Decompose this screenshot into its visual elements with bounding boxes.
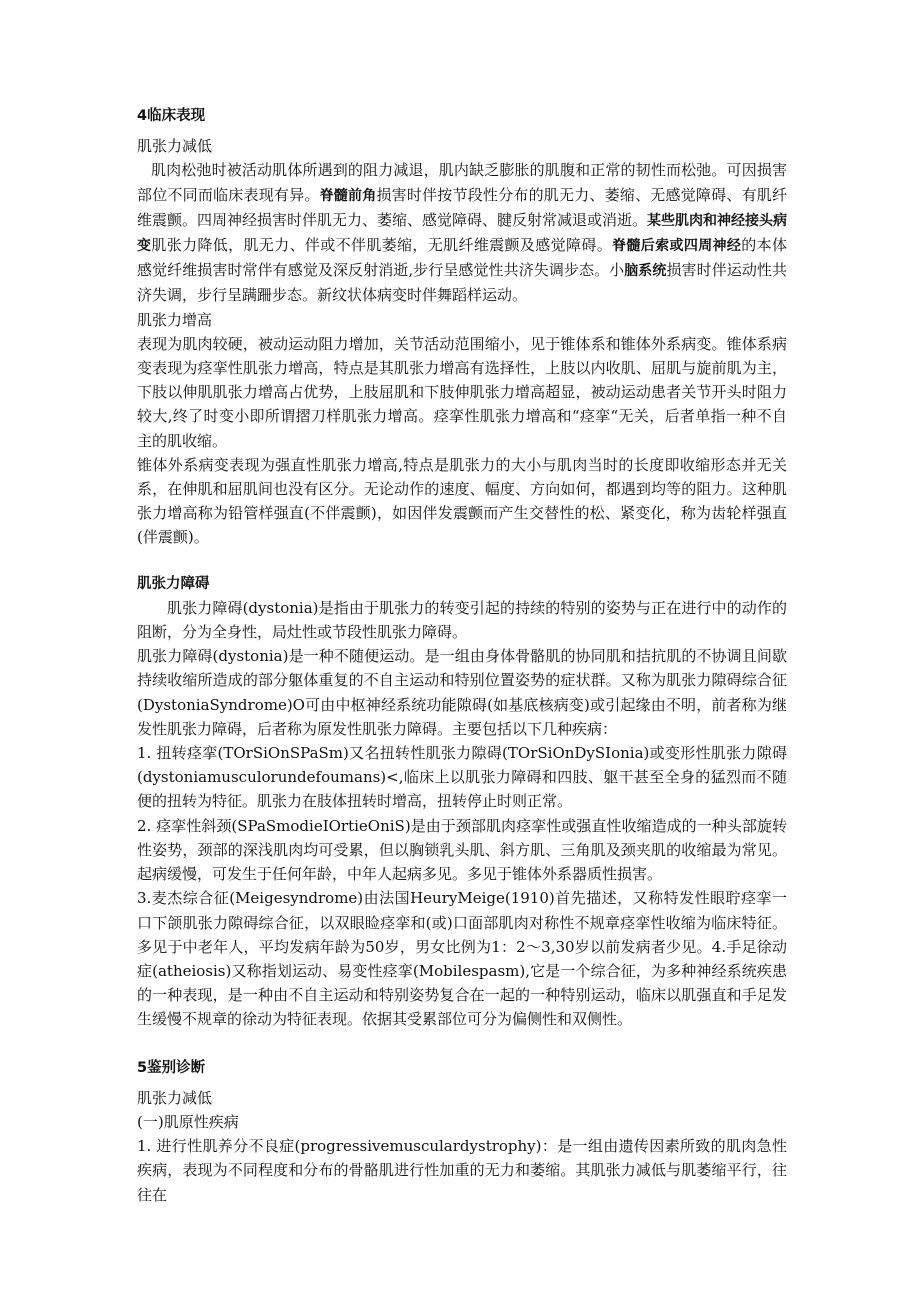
dystonia-paragraph-1: 肌张力障碍(dystonia)是指由于肌张力的转变引起的持续的特别的姿势与正在进行中的动作的阻断，分为全身性，局灶性或节段性肌张力障碍。 — [137, 598, 787, 642]
bold-term: 脊髓前角 — [319, 187, 377, 204]
spacer — [137, 550, 787, 572]
muscular-dystrophy-paragraph: 1. 进行性肌养分不良症(progressivemusculardystrophy)：是一组由遗传因素所致的肌肉急性疾病，表现为不同程度和分布的骨骼肌进行性加重的无力和萎缩。其肌张力减低与肌萎缩平行，往往在 — [137, 1137, 787, 1204]
hypertonia-heading: 肌张力增高 — [137, 310, 213, 329]
hypertonia-paragraph-1: 表现为肌肉较硬，被动运动阻力增加，关节活动范围缩小，见于锥体系和锥体外系病变。锥体系病变表现为痉挛性肌张力增高，特点是其肌张力增高有选择性，上肢以内收肌、屈肌与旋前肌为主，下肢以伸肌肌张力增高占优势，上肢屈肌和下肢伸肌张力增高超显，被动运动患者关节开头时阻力较大,终了时变小即所谓摺刀样肌张力增高。痉挛性肌张力增高和“痉挛“无关，后者单指一种不自主的肌收缩。 — [137, 334, 787, 450]
spacer — [137, 1032, 787, 1056]
text-run: 损害时伴运动性共济失调，步行呈蹒跚步态。新纹状体病变时伴舞蹈样运动。 — [137, 261, 787, 305]
text-run: 损害时伴按节段性分布的肌无力、萎缩、无感觉障碍、有肌纤维震颤。四周神经损害时伴肌无力、萎缩、感觉障碍、腱反射常减退或消逝。 — [137, 185, 787, 229]
bold-term: 脊髓后索或四周神经 — [612, 238, 742, 255]
hypotonia-heading: 肌张力减低 — [137, 137, 213, 156]
hypotonia-paragraph — [137, 158, 787, 307]
document-page — [137, 104, 787, 1207]
bold-term: 某些肌肉和神经接头病变 — [137, 212, 788, 255]
diff-hypotonia-heading: 肌张力减低 — [137, 1088, 213, 1107]
dystonia-item-2: 2. 痉挛性斜颈(SPaSmodieIOrtieOniS)是由于颈部肌肉痉挛性或强直性收缩造成的一种头部旋转性姿势，颈部的深浅肌肉均可受累，但以胸锁乳头肌、斜方肌、三角肌及颈夹肌的收缩最为常见。起病缓慢，可发生于任何年龄，中年人起病多见。多见于锥体外系器质性损害。 — [137, 816, 787, 884]
dystonia-item-1: 1. 扭转痉挛(TOrSiOnSPaSm)又名扭转性肌张力隙碍(TOrSiOnDySIonia)或变形性肌张力隙碍(dystoniamusculorundefoumans)<,临床上以肌张力障碍和四肢、躯干甚至全身的猛烈而不随便的扭转为特征。肌张力在肢体扭转时增高，扭转停止时则正常。 — [137, 744, 787, 811]
text-run: 肌张力降低，肌无力、伴或不伴肌萎缩，无肌纤维震颤及感觉障碍。 — [151, 236, 613, 255]
section-5-title: 5鉴别诊断 — [137, 1059, 206, 1076]
hypertonia-paragraph-2: 锥体外系病变表现为强直性肌张力增高,特点是肌张力的大小与肌肉当时的长度即收缩形态并无关系，在伸肌和屈肌间也没有区分。无论动作的速度、幅度、方向如何，都遇到均等的阻力。这种肌张力增高称为铅管样强直(不伴震颤)，如因伴发震颤而产生交替性的松、紧变化，称为齿轮样强直(伴震颤)。 — [137, 455, 787, 547]
dystonia-paragraph-2: 肌张力障碍(dystonia)是一种不随便运动。是一组由身体骨骼肌的协同肌和拮抗肌的不协调且间歇持续收缩所造成的部分躯体重复的不自主运动和特别位置姿势的症状群。又称为肌张力隙碍综合征(DystoniaSyndrome)O可由中枢神经系统功能隙碍(如基底核病变)或引起缘由不明，前者称为继发性肌张力障碍，后者称为原发性肌张力障碍。主要包括以下几种疾病： — [137, 647, 787, 738]
section-4-title: 4临床表现 — [137, 108, 206, 124]
myogenic-disease-heading: (一)肌原性疾病 — [137, 1112, 239, 1131]
dystonia-heading: 肌张力障碍 — [137, 575, 210, 592]
text-run: 肌肉松弛时被活动肌体所遇到的阻力减退，肌内缺乏膨胀的肌腹和正常的韧性而松弛。可因损害部位不同而临床表现有异。 — [137, 161, 787, 204]
bold-term: 脑系统 — [624, 263, 667, 280]
text-run: 的本体感觉纤维损害时常伴有感觉及深反射消逝,步行呈感觉性共济失调步态。小 — [137, 236, 787, 280]
dystonia-item-3: 3.麦杰综合征(Meigesyndrome)由法国HeuryMeige(1910)首先描述，又称特发性眼聍痉挛一口下颌肌张力隙碍综合征，以双眼睑痉挛和(或)口面部肌肉对称性不规章痉挛性收缩为临床特征。多见于中老年人，平均发病年龄为50岁，男女比例为1：2～3,30岁以前发病者少见。4.手足徐动症(atheiosis)又称指划运动、易变性痉挛(Mobilespasm),它是一个综合征，为多种神经系统疾患的一种表现，是一种由不自主运动和特别姿势复合在一起的一种特别运动，临床以肌强直和手足发生缓慢不规章的徐动为特征表现。依据其受累部位可分为偏侧性和双侧性。 — [137, 889, 787, 1029]
